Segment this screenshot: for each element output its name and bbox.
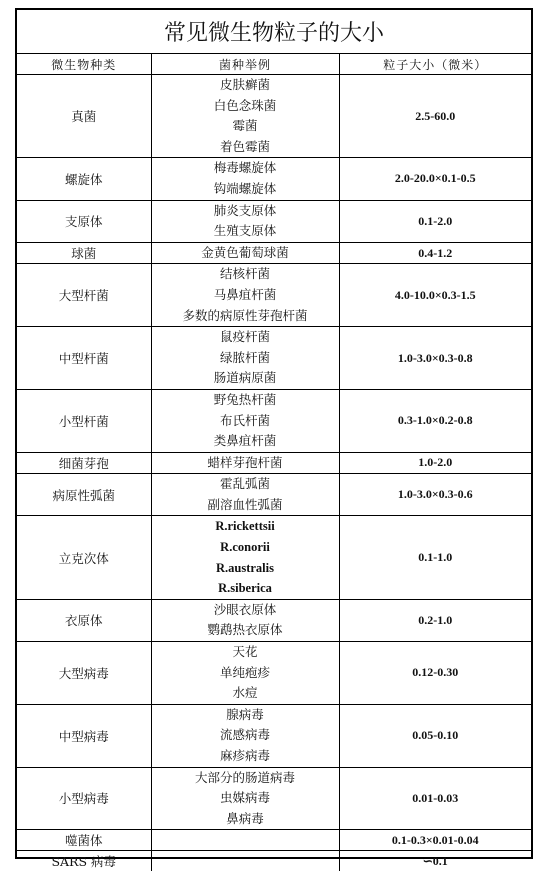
examples-cell bbox=[151, 850, 339, 871]
example-item: 结核杆菌 bbox=[152, 264, 339, 285]
category-cell: 中型杆菌 bbox=[17, 327, 151, 390]
table-row bbox=[17, 830, 531, 851]
category-cell: 真菌 bbox=[17, 75, 151, 158]
size-cell: 4.0-10.0×0.3-1.5 bbox=[339, 264, 531, 327]
example-item: 鼠疫杆菌 bbox=[152, 327, 339, 348]
table-row bbox=[17, 767, 531, 830]
example-item: 梅毒螺旋体 bbox=[152, 158, 339, 179]
size-cell: 0.12-0.30 bbox=[339, 642, 531, 705]
example-item: R.australis bbox=[152, 558, 339, 579]
table-title: 常见微生物粒子的大小 bbox=[17, 10, 531, 54]
examples-cell bbox=[151, 389, 339, 452]
category-cell: 小型杆菌 bbox=[17, 389, 151, 452]
category-cell: 中型病毒 bbox=[17, 704, 151, 767]
header-category: 微生物种类 bbox=[17, 54, 151, 75]
examples-cell bbox=[151, 452, 339, 474]
example-item: 麻疹病毒 bbox=[152, 746, 339, 767]
example-item: 蜡样芽孢杆菌 bbox=[152, 453, 339, 474]
category-cell: 衣原体 bbox=[17, 599, 151, 641]
example-item: 绿脓杆菌 bbox=[152, 348, 339, 369]
size-cell: 0.4-1.2 bbox=[339, 242, 531, 264]
header-size: 粒子大小（微米） bbox=[339, 54, 531, 75]
table-body bbox=[17, 75, 531, 871]
example-item: 鼻病毒 bbox=[152, 809, 339, 830]
example-item: 水痘 bbox=[152, 683, 339, 704]
category-cell: 螺旋体 bbox=[17, 158, 151, 200]
example-item: 虫媒病毒 bbox=[152, 788, 339, 809]
example-item: R.conorii bbox=[152, 537, 339, 558]
table-row bbox=[17, 474, 531, 516]
examples-cell bbox=[151, 599, 339, 641]
examples-cell bbox=[151, 767, 339, 830]
example-item: 生殖支原体 bbox=[152, 221, 339, 242]
document-table-sheet bbox=[15, 8, 533, 859]
category-cell: 噬菌体 bbox=[17, 830, 151, 851]
size-cell: 0.2-1.0 bbox=[339, 599, 531, 641]
size-cell: 0.01-0.03 bbox=[339, 767, 531, 830]
example-item: 霉菌 bbox=[152, 116, 339, 137]
examples-cell bbox=[151, 327, 339, 390]
category-cell: 小型病毒 bbox=[17, 767, 151, 830]
category-cell: 大型杆菌 bbox=[17, 264, 151, 327]
examples-cell bbox=[151, 516, 339, 599]
table-row bbox=[17, 389, 531, 452]
category-cell: 细菌芽孢 bbox=[17, 452, 151, 474]
size-cell: 1.0-3.0×0.3-0.8 bbox=[339, 327, 531, 390]
example-item: 着色霉菌 bbox=[152, 137, 339, 158]
category-cell: SARS 病毒 bbox=[17, 850, 151, 871]
example-item: 大部分的肠道病毒 bbox=[152, 768, 339, 789]
size-cell: 0.3-1.0×0.2-0.8 bbox=[339, 389, 531, 452]
example-item: 肺炎支原体 bbox=[152, 201, 339, 222]
size-cell: 2.5-60.0 bbox=[339, 75, 531, 158]
examples-cell bbox=[151, 75, 339, 158]
example-item: 野兔热杆菌 bbox=[152, 390, 339, 411]
table-row bbox=[17, 264, 531, 327]
examples-cell bbox=[151, 264, 339, 327]
size-cell: 1.0-3.0×0.3-0.6 bbox=[339, 474, 531, 516]
examples-cell bbox=[151, 830, 339, 851]
examples-cell bbox=[151, 200, 339, 242]
size-cell: 0.1-0.3×0.01-0.04 bbox=[339, 830, 531, 851]
examples-cell bbox=[151, 704, 339, 767]
category-cell: 球菌 bbox=[17, 242, 151, 264]
example-item: 流感病毒 bbox=[152, 725, 339, 746]
example-item: 鹦鹉热衣原体 bbox=[152, 620, 339, 641]
table-row bbox=[17, 704, 531, 767]
table-row bbox=[17, 452, 531, 474]
example-item: 金黄色葡萄球菌 bbox=[152, 243, 339, 264]
table-row bbox=[17, 158, 531, 200]
category-cell: 支原体 bbox=[17, 200, 151, 242]
size-cell: 2.0-20.0×0.1-0.5 bbox=[339, 158, 531, 200]
category-cell: 病原性弧菌 bbox=[17, 474, 151, 516]
table-row bbox=[17, 242, 531, 264]
example-item: 皮肤癣菌 bbox=[152, 75, 339, 96]
category-cell: 大型病毒 bbox=[17, 642, 151, 705]
example-item: 马鼻疽杆菌 bbox=[152, 285, 339, 306]
examples-cell bbox=[151, 158, 339, 200]
table-row bbox=[17, 642, 531, 705]
size-cell: 0.1-1.0 bbox=[339, 516, 531, 599]
particle-size-table bbox=[17, 54, 531, 871]
table-row bbox=[17, 75, 531, 158]
size-cell: 0.05-0.10 bbox=[339, 704, 531, 767]
size-cell: 0.1-2.0 bbox=[339, 200, 531, 242]
header-row bbox=[17, 54, 531, 75]
example-item: 霍乱弧菌 bbox=[152, 474, 339, 495]
example-item: 类鼻疽杆菌 bbox=[152, 431, 339, 452]
category-cell: 立克次体 bbox=[17, 516, 151, 599]
example-item: 沙眼衣原体 bbox=[152, 600, 339, 621]
example-item: 白色念珠菌 bbox=[152, 96, 339, 117]
example-item: R.siberica bbox=[152, 578, 339, 599]
examples-cell bbox=[151, 642, 339, 705]
size-cell: ∽0.1 bbox=[339, 850, 531, 871]
table-row bbox=[17, 200, 531, 242]
example-item: 天花 bbox=[152, 642, 339, 663]
example-item: 单纯疱疹 bbox=[152, 663, 339, 684]
header-examples: 菌种举例 bbox=[151, 54, 339, 75]
example-item: R.rickettsii bbox=[152, 516, 339, 537]
example-item: 副溶血性弧菌 bbox=[152, 495, 339, 516]
examples-cell bbox=[151, 242, 339, 264]
size-cell: 1.0-2.0 bbox=[339, 452, 531, 474]
example-item: 多数的病原性芽孢杆菌 bbox=[152, 306, 339, 327]
example-item: 肠道病原菌 bbox=[152, 368, 339, 389]
example-item: 腺病毒 bbox=[152, 705, 339, 726]
example-item: 布氏杆菌 bbox=[152, 411, 339, 432]
table-row bbox=[17, 327, 531, 390]
example-item: 钩端螺旋体 bbox=[152, 179, 339, 200]
table-row bbox=[17, 850, 531, 871]
table-row bbox=[17, 599, 531, 641]
examples-cell bbox=[151, 474, 339, 516]
table-row bbox=[17, 516, 531, 599]
